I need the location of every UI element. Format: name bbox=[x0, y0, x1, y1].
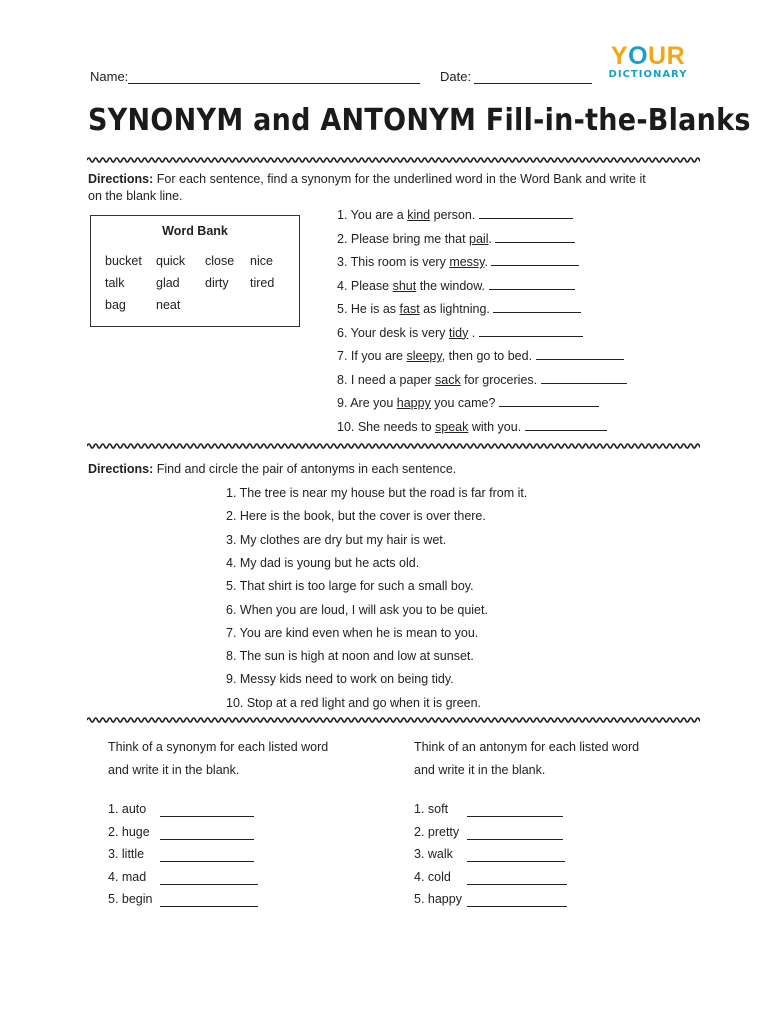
synonym-word-item: 4. mad bbox=[108, 869, 147, 884]
antonym-word-item: 2. pretty bbox=[414, 824, 460, 839]
word-bank-word: quick bbox=[156, 254, 186, 268]
synonym-sentence: 9. Are you happy you came? bbox=[337, 396, 599, 410]
synonym-instructions: Think of a synonym for each listed word and write it in the blank. bbox=[108, 740, 329, 777]
divider-wavy-1 bbox=[87, 155, 700, 165]
synonym-sentence: 1. You are a kind person. bbox=[337, 208, 573, 222]
word-bank-word: close bbox=[205, 254, 235, 268]
answer-blank[interactable] bbox=[493, 312, 581, 313]
synonym-sentence: 4. Please shut the window. bbox=[337, 279, 575, 293]
word-bank-word: bucket bbox=[105, 254, 142, 268]
answer-blank[interactable] bbox=[495, 242, 575, 243]
answer-blank[interactable] bbox=[541, 383, 627, 384]
synonym-answer-blank[interactable] bbox=[160, 803, 254, 817]
word-bank-word: bag bbox=[105, 298, 126, 312]
synonym-sentence: 10. She needs to speak with you. bbox=[337, 420, 607, 434]
directions-1-text-1: For each sentence, find a synonym for the underlined word in the Word Bank and write it bbox=[153, 172, 646, 186]
word-bank-word: talk bbox=[105, 276, 125, 290]
word-bank-title: Word Bank bbox=[162, 224, 228, 238]
synonym-answer-blank[interactable] bbox=[160, 848, 254, 862]
synonym-sentence: 5. He is as fast as lightning. bbox=[337, 302, 581, 316]
antonym-sentence[interactable]: 3. My clothes are dry but my hair is wet. bbox=[226, 532, 447, 547]
directions-1-label: Directions: bbox=[88, 172, 154, 186]
synonym-answer-blank[interactable] bbox=[160, 893, 258, 907]
antonym-word-item: 1. soft bbox=[414, 802, 449, 816]
date-blank[interactable] bbox=[474, 70, 592, 84]
answer-blank[interactable] bbox=[479, 336, 583, 337]
antonym-word-item: 4. cold bbox=[414, 869, 451, 884]
synonym-word-item: 5. begin bbox=[108, 892, 153, 906]
synonym-sentence: 6. Your desk is very tidy . bbox=[337, 326, 583, 340]
synonym-sentence: 2. Please bring me that pail. bbox=[337, 232, 575, 246]
antonym-word-item: 5. happy bbox=[414, 892, 462, 906]
answer-blank[interactable] bbox=[479, 218, 573, 219]
date-label: Date: bbox=[440, 69, 472, 84]
antonym-answer-blank[interactable] bbox=[467, 826, 563, 840]
antonym-answer-blank[interactable] bbox=[467, 871, 567, 885]
antonym-word-item: 3. walk bbox=[414, 847, 453, 861]
directions-2 bbox=[88, 461, 456, 478]
word-bank-word: nice bbox=[250, 254, 273, 268]
answer-blank[interactable] bbox=[536, 359, 624, 360]
antonym-sentence[interactable]: 6. When you are loud, I will ask you to be quiet. bbox=[226, 602, 488, 617]
directions-2-text: Find and circle the pair of antonyms in each sentence. bbox=[153, 462, 457, 476]
synonym-word-item: 2. huge bbox=[108, 824, 150, 839]
word-bank-word: neat bbox=[156, 298, 181, 312]
logo-dictionary: DICTIONARY bbox=[608, 69, 688, 80]
synonym-sentence: 8. I need a paper sack for groceries. bbox=[337, 373, 627, 387]
antonym-sentence[interactable]: 10. Stop at a red light and go when it is green. bbox=[226, 695, 482, 710]
antonym-sentence[interactable]: 9. Messy kids need to work on being tidy. bbox=[226, 672, 454, 687]
word-bank-word: glad bbox=[156, 276, 180, 290]
synonym-word-item: 1. auto bbox=[108, 802, 147, 816]
name-blank[interactable] bbox=[128, 70, 420, 84]
antonym-answer-blank[interactable] bbox=[467, 848, 565, 862]
directions-1-text-2: on the blank line. bbox=[88, 189, 183, 203]
synonym-word-item: 3. little bbox=[108, 847, 145, 861]
page-title: SYNONYM and ANTONYM Fill-in-the-Blanks bbox=[88, 103, 751, 138]
antonym-sentence[interactable]: 7. You are kind even when he is mean to you. bbox=[226, 625, 479, 640]
antonym-sentence[interactable]: 8. The sun is high at noon and low at sunset. bbox=[226, 649, 474, 664]
antonym-sentence[interactable]: 4. My dad is young but he acts old. bbox=[226, 555, 420, 570]
synonym-answer-blank[interactable] bbox=[160, 871, 258, 885]
logo-your: YOUR bbox=[610, 42, 686, 70]
answer-blank[interactable] bbox=[491, 265, 579, 266]
antonym-answer-blank[interactable] bbox=[467, 803, 563, 817]
word-bank-word: dirty bbox=[205, 276, 229, 290]
antonym-sentence[interactable]: 5. That shirt is too large for such a small boy. bbox=[226, 579, 474, 594]
word-bank-word: tired bbox=[250, 276, 275, 290]
answer-blank[interactable] bbox=[499, 406, 599, 407]
antonym-sentence[interactable]: 2. Here is the book, but the cover is over there. bbox=[226, 509, 486, 524]
yourdictionary-logo bbox=[598, 44, 698, 80]
antonym-sentence[interactable]: 1. The tree is near my house but the road is far from it. bbox=[226, 486, 528, 500]
antonym-answer-blank[interactable] bbox=[467, 893, 567, 907]
directions-2-label: Directions: bbox=[88, 462, 154, 476]
answer-blank[interactable] bbox=[489, 289, 575, 290]
antonym-instructions: Think of an antonym for each listed word and write it in the blank. bbox=[414, 740, 640, 777]
divider-wavy-3 bbox=[87, 715, 700, 725]
word-bank-box bbox=[90, 215, 300, 327]
directions-1 bbox=[88, 171, 708, 205]
synonym-sentence: 3. This room is very messy. bbox=[337, 255, 579, 269]
synonym-answer-blank[interactable] bbox=[160, 826, 254, 840]
name-label: Name: bbox=[90, 69, 129, 84]
synonym-sentence: 7. If you are sleepy, then go to bed. bbox=[337, 349, 624, 363]
answer-blank[interactable] bbox=[525, 430, 607, 431]
divider-wavy-2 bbox=[87, 441, 700, 451]
